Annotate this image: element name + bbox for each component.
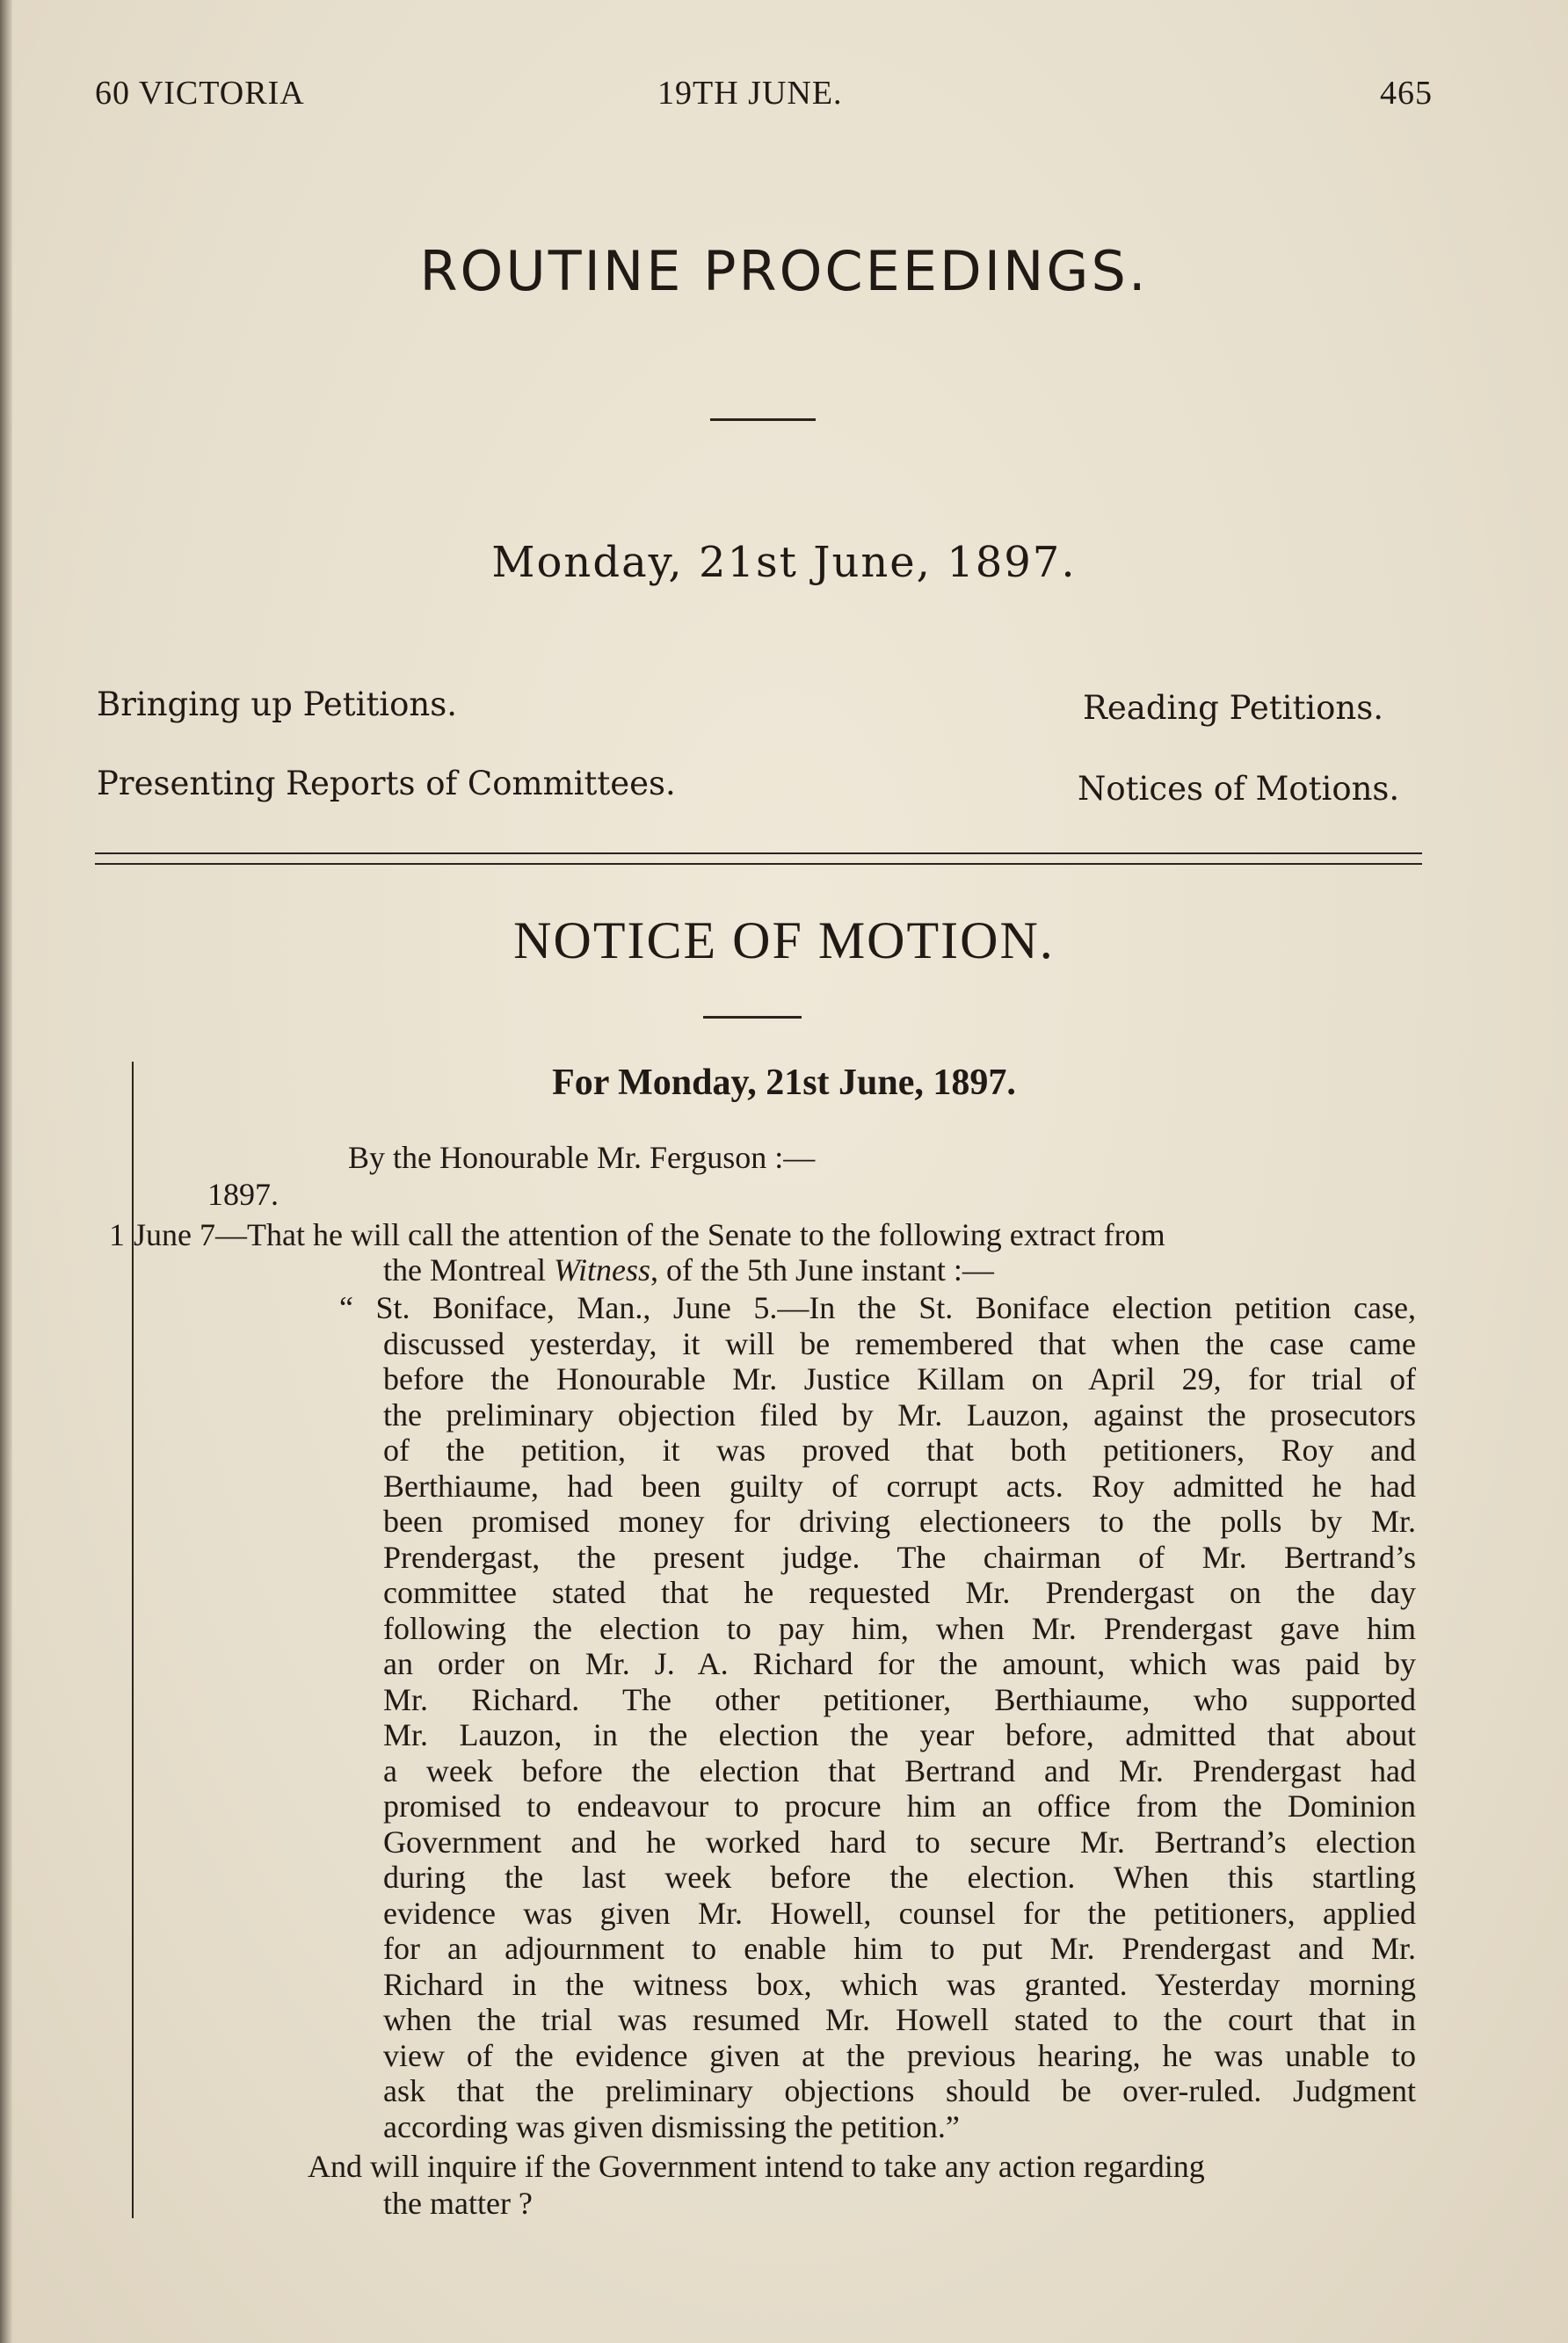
quote-line: Mr. Lauzon, in the election the year before, admitted that about: [383, 1717, 1416, 1752]
sitting-date: Monday, 21st June, 1897.: [491, 538, 1077, 587]
newspaper-name: Witness: [553, 1252, 650, 1288]
quote-line: according was given dismissing the petition.”: [383, 2108, 960, 2144]
page-number: 465: [1380, 75, 1433, 112]
running-head-date: 19TH JUNE.: [657, 75, 843, 112]
quote-line: been promised money for driving electioneers to the polls by Mr.: [383, 1504, 1416, 1539]
quote-line: Prendergast, the present judge. The chairman of Mr. Bertrand’s: [383, 1539, 1416, 1575]
quote-line: Richard in the witness box, which was granted. Yesterday morning: [383, 1966, 1416, 2002]
motion-number: 1: [109, 1217, 125, 1252]
quote-line: committee stated that he requested Mr. Prendergast on the day: [383, 1575, 1416, 1610]
quote-line: ask that the preliminary objections should be over-ruled. Judgment: [383, 2073, 1416, 2108]
quote-line: the preliminary objection filed by Mr. Lauzon, against the prosecutors: [383, 1396, 1416, 1433]
routine-item-reading-petitions: Reading Petitions.: [1083, 689, 1383, 727]
quote-line: a week before the election that Bertrand and Mr. Prendergast had: [383, 1752, 1416, 1788]
quote-line: of the petition, it was proved that both petitioners, Roy and: [383, 1433, 1416, 1468]
book-spine-edge: [0, 0, 12, 2343]
motion-first-line: June 7—That he will call the attention of the Senate to the following extract from: [134, 1217, 1165, 1252]
quote-line: “ St. Boniface, Man., June 5.—In the St. Boniface election petition case,: [339, 1290, 1416, 1325]
notice-divider: [703, 1016, 802, 1019]
routine-item-presenting-reports: Presenting Reports of Committees.: [97, 765, 676, 802]
quote-line: promised to endeavour to procure him an office from the Dominion: [383, 1788, 1416, 1824]
quote-line: an order on Mr. J. A. Richard for the amount, which was paid by: [383, 1646, 1416, 1681]
margin-year: 1897.: [207, 1177, 279, 1212]
for-date-heading: For Monday, 21st June, 1897.: [552, 1063, 1016, 1103]
quote-line: when the trial was resumed Mr. Howell stated to the court that in: [383, 2002, 1416, 2037]
motion-second-line: the Montreal Witness, of the 5th June instant :—: [383, 1252, 994, 1288]
quote-line: Government and he worked hard to secure Mr. Bertrand’s election: [383, 1824, 1416, 1860]
quote-line: following the election to pay him, when Mr. Prendergast gave him: [383, 1610, 1416, 1646]
routine-item-bringing-petitions: Bringing up Petitions.: [97, 685, 457, 723]
quote-line: before the Honourable Mr. Justice Killam on April 29, for trial of: [383, 1361, 1416, 1396]
quote-line: Mr. Richard. The other petitioner, Berthiaume, who supported: [383, 1681, 1416, 1717]
mover-line: By the Honourable Mr. Ferguson :—: [348, 1140, 816, 1175]
quote-line: evidence was given Mr. Howell, counsel for the petitioners, applied: [383, 1895, 1416, 1931]
closing-first-line: And will inquire if the Government intend to take any action regarding: [308, 2149, 1205, 2184]
double-rule-bottom: [95, 863, 1422, 865]
quote-line: during the last week before the election. When this startling: [383, 1860, 1416, 1895]
title-divider: [710, 418, 816, 421]
quote-line: view of the evidence given at the previous hearing, he was unable to: [383, 2037, 1416, 2073]
routine-item-notices-of-motions: Notices of Motions.: [1078, 770, 1400, 808]
running-head-session: 60 VICTORIA: [95, 75, 305, 112]
double-rule-top: [95, 852, 1422, 854]
quoted-extract: [339, 1290, 1416, 2144]
closing-second-line: the matter ?: [383, 2186, 533, 2221]
page-title: ROUTINE PROCEEDINGS.: [419, 239, 1149, 303]
quote-line: Berthiaume, had been guilty of corrupt acts. Roy admitted he had: [383, 1468, 1416, 1504]
quote-line: for an adjournment to enable him to put Mr. Prendergast and Mr.: [383, 1931, 1416, 1966]
quote-line: discussed yesterday, it will be remembered that when the case came: [383, 1325, 1416, 1361]
notice-heading: NOTICE OF MOTION.: [513, 911, 1055, 969]
